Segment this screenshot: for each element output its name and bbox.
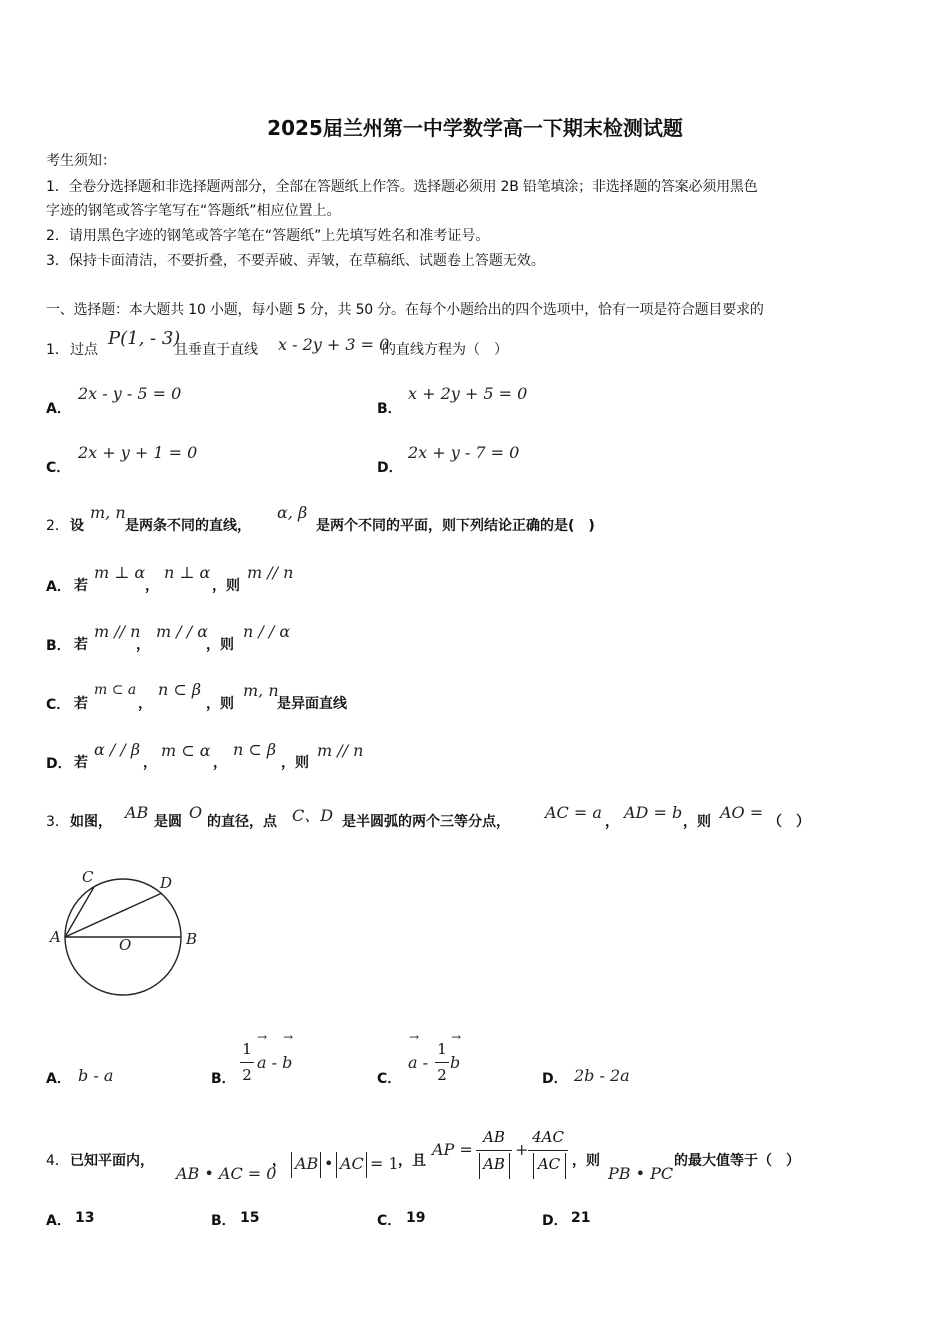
q3-text-2: 是圆 (154, 814, 182, 830)
notice-line-1a: 1．全卷分选择题和非选择题两部分，全部在答题纸上作答。选择题必须用 2B 铅笔填涂；非选择题的答案必须用黑色 (46, 179, 758, 195)
q4-text-3: ，则 (572, 1153, 600, 1169)
q3-text-4: 是半圆弧的两个三等分点， (342, 814, 510, 830)
q1-point: P(1, - 3) (108, 328, 181, 349)
q2-planes: α, β (277, 503, 308, 522)
q1-text-2: 且垂直于直线 (174, 342, 258, 358)
q3-text-3: 的直径，点 (207, 814, 277, 830)
q3-number: 3． (46, 814, 69, 830)
q3-c-denominator: 2 (437, 1066, 447, 1084)
abs-bar (336, 1152, 337, 1178)
q4-f1-numerator: AB (483, 1128, 505, 1146)
q4-norm-ac: AC (340, 1154, 364, 1173)
q2-lines: m, n (90, 503, 126, 522)
q1-option-a-label[interactable]: A． (46, 401, 71, 417)
q2-option-d-label[interactable]: D． (46, 756, 72, 772)
vector-arrow-icon: → (283, 1030, 294, 1044)
q2-number: 2． (46, 518, 69, 534)
circle-figure (40, 860, 220, 1005)
q2-option-b-ze: ，则 (206, 637, 234, 653)
q3-option-c-label[interactable]: C． (377, 1071, 402, 1087)
abs-bar (366, 1152, 367, 1178)
q2-option-b-sep: ， (136, 637, 150, 653)
q4-option-d[interactable]: 21 (571, 1210, 591, 1226)
q2-option-c-m2: n ⊂ β (158, 680, 202, 699)
q4-text-2: ，且 (398, 1153, 426, 1169)
notice-heading: 考生须知： (46, 153, 116, 169)
q2-option-c-sep: ， (138, 696, 152, 712)
q2-option-c-tail: 是异面直线 (277, 696, 347, 712)
q2-option-d-m4: m // n (317, 741, 364, 760)
q1-line: x - 2y + 3 = 0 (278, 335, 390, 354)
q4-option-a[interactable]: 13 (75, 1210, 95, 1226)
q2-option-a-m2: n ⊥ α (164, 563, 211, 582)
q2-option-c-ze: ，则 (206, 696, 234, 712)
q3-ac: AC = a (545, 803, 602, 822)
q2-option-d-sep2: ， (213, 755, 227, 771)
q4-ap: AP = (432, 1140, 473, 1159)
q3-option-d-label[interactable]: D． (542, 1071, 568, 1087)
q2-option-b-m3: n / / α (243, 622, 291, 641)
notice-line-3: 3．保持卡面清洁，不要折叠，不要弄破、弄皱，在草稿纸、试题卷上答题无效。 (46, 253, 545, 269)
q1-number: 1． (46, 342, 69, 358)
label-d: D (160, 874, 173, 892)
abs-bar (509, 1153, 510, 1179)
q2-option-a-m3: m // n (247, 563, 294, 582)
q3-diameter: AB (125, 803, 149, 822)
q3-c-fraction-bar (435, 1062, 449, 1063)
q3-text-1: 如图， (70, 814, 112, 830)
q3-option-d[interactable]: 2b - 2a (574, 1066, 630, 1085)
page-title: 2025届兰州第一中学数学高一下期末检测试题 (267, 116, 683, 140)
q4-option-b-label[interactable]: B． (211, 1213, 236, 1229)
q2-text-1: 设 (70, 518, 84, 534)
q2-text-2: 是两条不同的直线， (125, 518, 251, 534)
q4-f2-bar (528, 1150, 568, 1151)
q3-b-denominator: 2 (242, 1066, 252, 1084)
vector-arrow-icon: → (409, 1030, 420, 1044)
q3-option-a[interactable]: b - a (78, 1066, 114, 1085)
q2-option-a-label[interactable]: A． (46, 579, 71, 595)
q3-text-5: ，则 (683, 814, 711, 830)
q4-text-4: 的最大值等于（ ） (674, 1153, 800, 1169)
q3-c-pre: a - (408, 1053, 429, 1072)
q2-option-c-label[interactable]: C． (46, 697, 71, 713)
q3-option-a-label[interactable]: A． (46, 1071, 71, 1087)
abs-bar (291, 1152, 292, 1178)
q1-text-1: 过点 (70, 342, 98, 358)
q4-f2-denominator: AC (537, 1155, 561, 1173)
vector-arrow-icon: → (257, 1030, 268, 1044)
q4-sep: ， (272, 1153, 286, 1169)
q2-option-b-m1: m // n (94, 622, 141, 641)
q4-option-d-label[interactable]: D． (542, 1213, 568, 1229)
q1-option-a[interactable]: 2x - y - 5 = 0 (78, 384, 182, 403)
q2-option-d-m2: m ⊂ α (161, 741, 211, 760)
label-a: A (50, 928, 61, 946)
notice-line-1b: 字迹的钢笔或答字笔写在“答题纸”相应位置上。 (46, 203, 341, 219)
q4-text-1: 已知平面内， (70, 1153, 154, 1169)
vector-arrow-icon: → (451, 1030, 462, 1044)
q4-option-c-label[interactable]: C． (377, 1213, 402, 1229)
q1-option-b[interactable]: x + 2y + 5 = 0 (408, 384, 528, 403)
q2-option-d-ze: ，则 (281, 755, 309, 771)
q3-b-numerator: 1 (242, 1040, 252, 1058)
q2-option-b-ruo: 若 (74, 637, 88, 653)
q3-sep: ， (605, 814, 619, 830)
q2-option-b-m2: m / / α (156, 622, 209, 641)
q4-f1-denominator: AB (483, 1155, 505, 1173)
q1-option-d-label[interactable]: D． (377, 460, 403, 476)
q3-text-6: （ ） (768, 814, 810, 830)
q4-norm-ab: AB (295, 1154, 319, 1173)
label-o: O (119, 936, 132, 954)
q4-option-a-label[interactable]: A． (46, 1213, 71, 1229)
q4-f2-numerator: 4AC (532, 1128, 564, 1146)
q2-option-d-m1: α / / β (94, 740, 141, 759)
notice-line-2: 2．请用黑色字迹的钢笔或答字笔在“答题纸”上先填写姓名和准考证号。 (46, 228, 490, 244)
q4-option-b[interactable]: 15 (240, 1210, 260, 1226)
label-b: B (186, 930, 198, 948)
q2-option-a-ruo: 若 (74, 578, 88, 594)
q1-text-3: 的直线方程为（ ） (382, 342, 508, 358)
q1-option-c-label[interactable]: C． (46, 460, 71, 476)
q3-circle: O (189, 803, 203, 822)
q4-norm-eq: = 1 (370, 1154, 399, 1173)
label-c: C (82, 868, 94, 886)
q2-option-c-m1: m ⊂ a (94, 682, 137, 698)
q2-option-a-sep: ， (145, 578, 159, 594)
q3-b-fraction-bar (240, 1062, 254, 1063)
q2-option-d-ruo: 若 (74, 755, 88, 771)
q2-option-d-m3: n ⊂ β (233, 740, 277, 759)
q4-f1-bar (476, 1150, 512, 1151)
q2-option-c-ruo: 若 (74, 696, 88, 712)
q1-option-d[interactable]: 2x + y - 7 = 0 (408, 443, 520, 462)
q3-points: C、D (292, 806, 334, 825)
q3-option-b-label[interactable]: B． (211, 1071, 236, 1087)
q3-c-numerator: 1 (437, 1040, 447, 1058)
abs-bar (565, 1153, 566, 1179)
q2-option-c-m3: m, n (243, 681, 279, 700)
q2-text-3: 是两个不同的平面，则下列结论正确的是( ) (316, 518, 595, 534)
q2-option-d-sep: ， (143, 755, 157, 771)
q4-pb-pc: PB • PC (608, 1164, 674, 1183)
q2-option-a-ze: ，则 (212, 578, 240, 594)
q4-dot-product: AB • AC = 0 (176, 1164, 277, 1183)
q2-option-b-label[interactable]: B． (46, 638, 71, 654)
q4-norm-dot: • (324, 1154, 334, 1173)
q3-ao: AO = (720, 803, 764, 822)
q3-c-rest: b (450, 1053, 461, 1072)
q1-option-b-label[interactable]: B． (377, 401, 402, 417)
q1-option-c[interactable]: 2x + y + 1 = 0 (78, 443, 198, 462)
section-heading: 一、选择题：本大题共 10 小题，每小题 5 分，共 50 分。在每个小题给出的四个选项中，恰有一项是符合题目要求的 (46, 302, 764, 318)
abs-bar (320, 1152, 321, 1178)
q4-plus: + (515, 1140, 529, 1159)
q4-option-c[interactable]: 19 (406, 1210, 426, 1226)
q4-number: 4． (46, 1153, 69, 1169)
q3-b-rest: a - b (257, 1053, 293, 1072)
q2-option-a-m1: m ⊥ α (94, 563, 146, 582)
q3-ad: AD = b (624, 803, 683, 822)
chord-ac (65, 887, 94, 937)
